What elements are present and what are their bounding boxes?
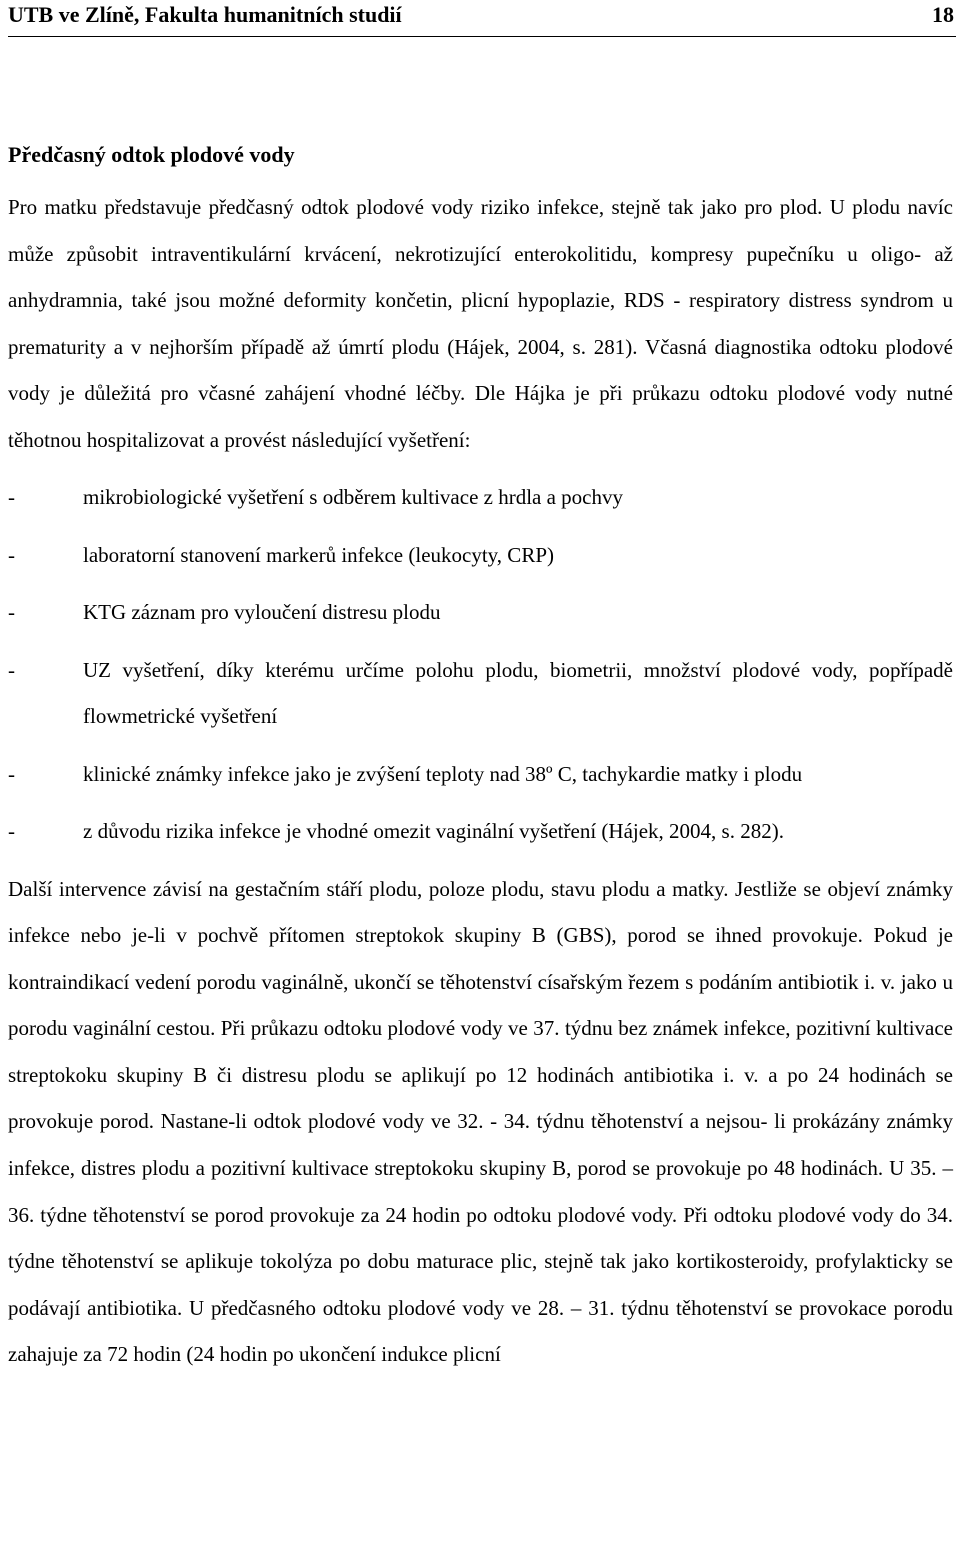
paragraph-interventions: Další intervence závisí na gestačním stáří plodu, poloze plodu, stavu plodu a matky. Jestliže se objeví známky infekce nebo je-li v pochvě přítomen streptokok skupiny B (GBS), porod se ihned provokuje. Pokud je kontraindikací vedení porodu vaginálně, ukončí se těhotenství císařským řezem s podáním antibiotik i. v. jako u porodu vaginální cestou. Při průkazu odtoku plodové vody ve 37. týdnu bez známek infekce, pozitivní kultivace streptokoku skupiny B či distresu plodu se aplikují po 12 hodinách antibiotika i. v. a po 24 hodinách se provokuje porod. Nastane-li odtok plodové vody ve 32. - 34. týdnu těhotenství a nejsou- li prokázány známky infekce, distres plodu a pozitivní kultivace streptokoku skupiny B, porod se provokuje po 48 hodinách. U 35. – 36. týdne těhotenství se porod provokuje za 24 hodin po odtoku plodové vody. Při odtoku plodové vody do 34. týdne těhotenství se aplikuje tokolýza po dobu maturace plic, stejně tak jako kortikosteroidy, profylakticky se podávají antibiotika. U předčasného odtoku plodové vody ve 28. – 31. týdnu těhotenství se provokace porodu zahajuje za 72 hodin (24 hodin po ukončení indukce plicní [8,876,953,1367]
list-dash: - [8,485,15,509]
list-dash: - [8,761,15,786]
list-item-text: mikrobiologické vyšetření s odběrem kultivace z hrdla a pochvy [83,485,624,509]
page-content [8,138,953,1378]
list-item [8,474,953,521]
list-item [8,589,953,636]
page-header [8,0,956,37]
paragraph-intro: Pro matku představuje předčasný odtok plodové vody riziko infekce, stejně tak jako pro plod. U plodu navíc může způsobit intraventikulární krvácení, nekrotizující enterokolitidu, kompresy pupečníku u oligo- až anhydramnia, také jsou možné deformity končetin, plicní hypoplazie, RDS - respiratory distress syndrom u prematurity a v nejhorším případě až úmrtí plodu (Hájek, 2004, s. 281). Včasná diagnostika odtoku plodové vody je důležitá pro včasné zahájení vhodné léčby. Dle Hájka je při průkazu odtoku plodové vody nutné těhotnou hospitalizovat a provést následující vyšetření: [8,195,953,452]
list-dash: - [8,600,15,624]
list-item [8,808,953,855]
list-dash: - [8,819,15,843]
list-item-text: klinické známky infekce jako je zvýšení teploty nad 38º C, tachykardie matky i plodu [83,761,803,786]
examination-list [8,474,953,855]
list-item [8,532,953,579]
section-title: Předčasný odtok plodové vody [8,142,295,167]
list-dash: - [8,542,15,567]
page-number: 18 [932,2,954,27]
list-item [8,647,953,740]
list-item-text: UZ vyšetření, díky kterému určíme polohu plodu, biometrii, množství plodové vody, popřípadě flowmetrické vyšetření [83,657,953,728]
list-item-text: laboratorní stanovení markerů infekce (leukocyty, CRP) [83,542,554,567]
list-item-text: KTG záznam pro vyloučení distresu plodu [83,600,441,624]
list-item-text: z důvodu rizika infekce je vhodné omezit vaginální vyšetření (Hájek, 2004, s. 282). [83,819,784,843]
list-item [8,751,953,798]
list-dash: - [8,657,15,682]
header-title: UTB ve Zlíně, Fakulta humanitních studií [8,2,402,27]
